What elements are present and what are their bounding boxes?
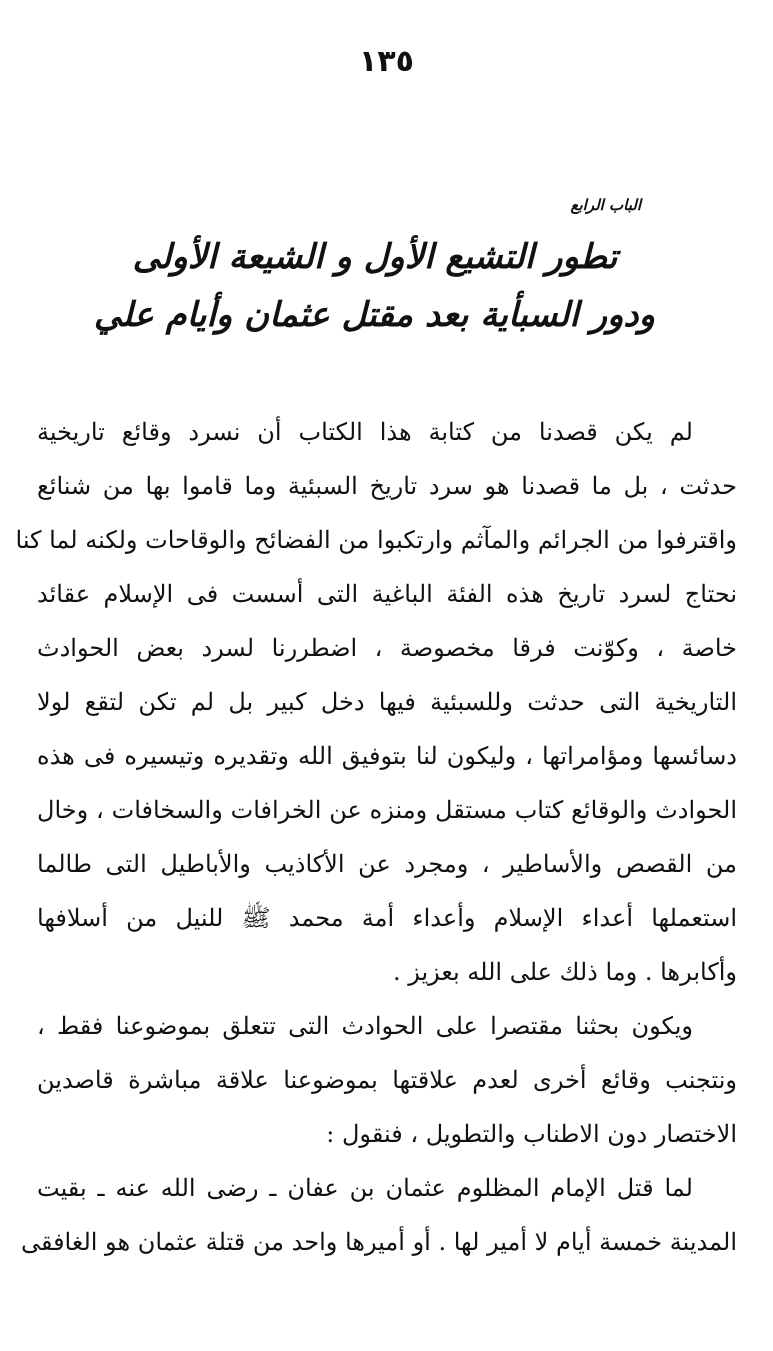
text-line: التاريخية التى حدثت وللسبئية فيها دخل كبير بل لم تكن لتقع لولا — [37, 688, 737, 716]
text-line: الحوادث والوقائع كتاب مستقل ومنزه عن الخرافات والسخافات ، وخال — [37, 796, 737, 824]
text-line: لما قتل الإمام المظلوم عثمان بن عفان ـ رضى الله عنه ـ بقيت — [37, 1174, 693, 1202]
chapter-label: الباب الرابع — [570, 196, 641, 214]
text-line: ويكون بحثنا مقتصرا على الحوادث التى تتعلق بموضوعنا فقط ، — [37, 1012, 693, 1040]
text-line: استعملها أعداء الإسلام وأعداء أمة محمد ﷺ للنيل من أسلافها — [37, 904, 737, 932]
chapter-title-line-2: ودور السبأية بعد مقتل عثمان وأيام علي — [93, 295, 655, 335]
text-line: المدينة خمسة أيام لا أمير لها . أو أميرها واحد من قتلة عثمان هو الغافقى — [20, 1228, 737, 1256]
text-line: وأكابرها . وما ذلك على الله بعزيز . — [392, 958, 737, 986]
text-line: حدثت ، بل ما قصدنا هو سرد تاريخ السبئية وما قاموا بها من شنائع — [37, 472, 738, 500]
text-line: من القصص والأساطير ، ومجرد عن الأكاذيب والأباطيل التى طالما — [37, 850, 737, 878]
chapter-title-line-1: تطور التشيع الأول و الشيعة الأولى — [132, 237, 618, 277]
page-number: ١٣٥ — [359, 44, 414, 79]
body-text — [15, 405, 738, 1269]
text-line: خاصة ، وكوّنت فرقا مخصوصة ، اضطررنا لسرد بعض الحوادث — [37, 634, 738, 662]
text-line: الاختصار دون الاطناب والتطويل ، فنقول : — [326, 1120, 737, 1148]
text-line: واقترفوا من الجرائم والمآثم وارتكبوا من الفضائح والوقاحات ولكنه لما كنا — [15, 526, 737, 554]
text-line: ونتجنب وقائع أخرى لعدم علاقتها بموضوعنا علاقة مباشرة قاصدين — [37, 1066, 737, 1094]
text-line: دسائسها ومؤامراتها ، وليكون لنا بتوفيق الله وتقديره وتيسيره فى هذه — [37, 742, 737, 770]
text-line: لم يكن قصدنا من كتابة هذا الكتاب أن نسرد وقائع تاريخية — [37, 418, 693, 446]
text-line: نحتاج لسرد تاريخ هذه الفئة الباغية التى أسست فى الإسلام عقائد — [37, 580, 737, 608]
chapter-title — [95, 228, 655, 344]
